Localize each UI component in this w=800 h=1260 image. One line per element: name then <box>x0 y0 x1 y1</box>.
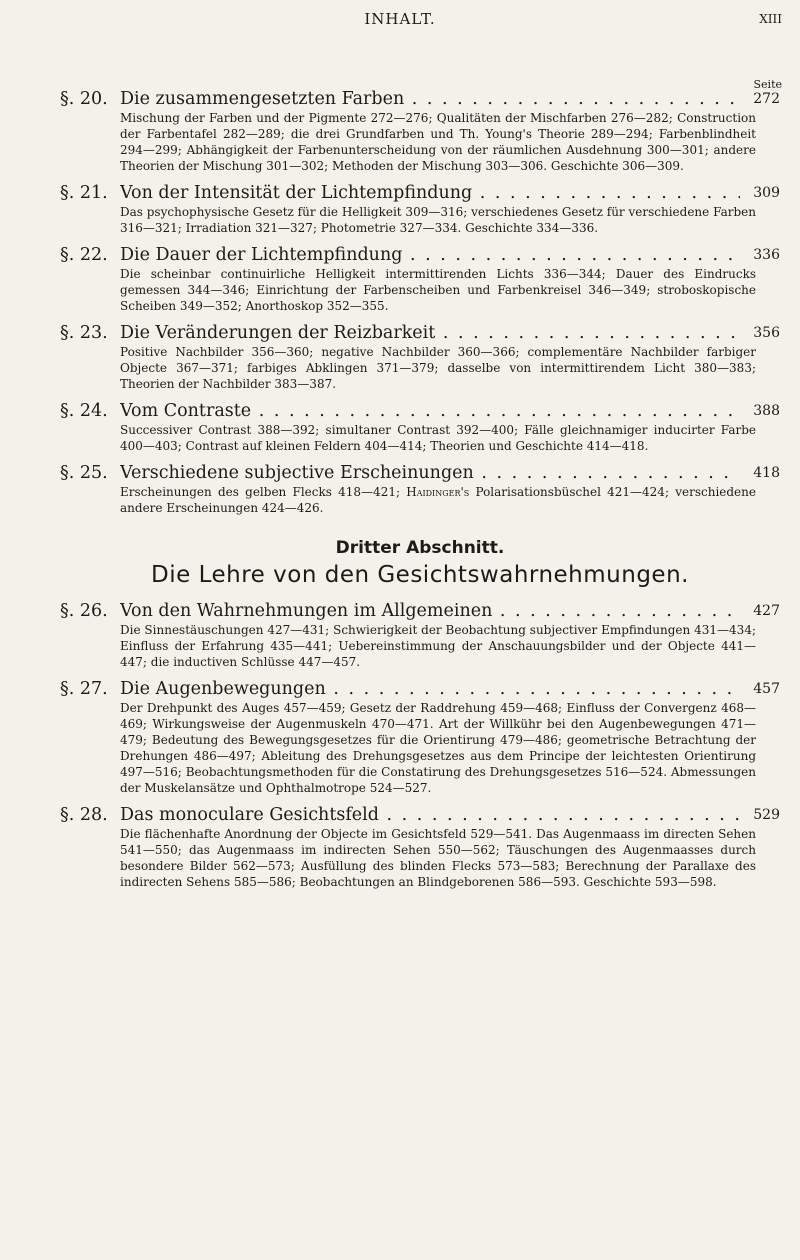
toc-entry-28 <box>60 804 780 890</box>
section-summary: Positive Nachbilder 356—360; negative Nachbilder 360—366; complementäre Nachbilder farbiger Objecte 367—371; farbiges Abklingen 371—379; dasselbe von intermittirendem Licht 380—383; Theorien der Nachbilder 383—387. <box>120 345 756 391</box>
toc-entry-24 <box>60 400 780 454</box>
section-number: §. 26. <box>60 601 108 621</box>
section-title: Die zusammengesetzten Farben . . . <box>120 88 740 110</box>
section-page: 427 <box>753 603 780 619</box>
seite-column-label: Seite <box>753 78 782 91</box>
section-title: Von den Wahrnehmungen im Allgemeinen . . . <box>120 600 740 622</box>
section-summary: Das psychophysische Gesetz für die Helligkeit 309—316; verschiedenes Gesetz für verschiedene Farben 316—321; Irradiation 321—327; Photometrie 327—334. Geschichte 334—336. <box>120 205 756 235</box>
toc-entry-heading <box>60 88 780 110</box>
toc-entry-20 <box>60 88 780 174</box>
running-title: INHALT. <box>364 10 436 28</box>
section-title: Die Augenbewegungen . . . <box>120 678 740 700</box>
section-number: §. 28. <box>60 805 108 825</box>
section-title: Das monoculare Gesichtsfeld . . . <box>120 804 740 826</box>
section-page: 529 <box>753 807 780 823</box>
section-title: Die Veränderungen der Reizbarkeit . . . <box>120 322 740 344</box>
page-number: XIII <box>759 12 782 26</box>
toc-entry-23 <box>60 322 780 392</box>
section-number: §. 27. <box>60 679 108 699</box>
toc-entry-heading <box>60 322 780 344</box>
section-summary: Der Drehpunkt des Auges 457—459; Gesetz der Raddrehung 459—468; Einfluss der Convergenz 468—469; Wirkungsweise der Augenmuskeln 470—471. Art der Willkühr bei den Augenbewegungen 471—479; Bedeutung des Bewegungsgesetzes für die Orientirung 479—486; geometrische Betrachtung der Drehungen 486—497; Ableitung des Drehungsgesetzes aus dem Principe der leichtesten Orientirung 497—516; Beobachtungsmethoden für die Constatirung des Drehungsgesetzes 516—524. Abmessungen der Muskelansätze und Ophthalmotrope 524—527. <box>120 701 756 795</box>
toc-entry-heading <box>60 400 780 422</box>
section-number: §. 20. <box>60 89 108 109</box>
author-name: Haidinger's <box>406 485 470 499</box>
toc-entry-heading <box>60 244 780 266</box>
part-heading: Dritter Abschnitt. <box>335 538 505 558</box>
section-summary: Successiver Contrast 388—392; simultaner Contrast 392—400; Fälle gleichnamiger inducirter Farbe 400—403; Contrast auf kleinen Feldern 404—414; Theorien und Geschichte 414—418. <box>120 423 756 453</box>
toc-entry-25 <box>60 462 780 516</box>
toc-entry-heading <box>60 804 780 826</box>
section-page: 457 <box>753 681 780 697</box>
section-number: §. 22. <box>60 245 108 265</box>
toc-entry-27 <box>60 678 780 796</box>
section-summary <box>120 484 780 516</box>
part-subheading: Die Lehre von den Gesichtswahrnehmungen. <box>151 562 689 588</box>
toc-entry-heading <box>60 182 780 204</box>
section-page: 388 <box>753 403 780 419</box>
toc-entry-21 <box>60 182 780 236</box>
running-head <box>0 6 800 30</box>
section-summary: Die scheinbar continuirliche Helligkeit intermittirenden Lichts 336—344; Dauer des Eindrucks gemessen 344—346; Einrichtung der Farbenscheiben und Farbenkreisel 346—349; stroboskopische Scheiben 349—352; Anorthoskop 352—355. <box>120 267 756 313</box>
section-title: Vom Contraste . . . <box>120 400 740 422</box>
section-number: §. 25. <box>60 463 108 483</box>
section-page: 272 <box>753 91 780 107</box>
summary-text: Erscheinungen des gelben Flecks 418—421; <box>120 485 407 499</box>
section-page: 309 <box>753 185 780 201</box>
section-number: §. 23. <box>60 323 108 343</box>
toc-entry-heading <box>60 600 780 622</box>
section-title: Die Dauer der Lichtempfindung . . . <box>120 244 740 266</box>
section-title: Von der Intensität der Lichtempfindung . . . <box>120 182 740 204</box>
section-summary: Die Sinnestäuschungen 427—431; Schwierigkeit der Beobachtung subjectiver Empfindungen 431—434; Einfluss der Erfahrung 435—441; Uebereinstimmung der Anschauungsbilder und der Objecte 441—447; die inductiven Schlüsse 447—457. <box>120 623 756 669</box>
section-summary: Die flächenhafte Anordnung der Objecte im Gesichtsfeld 529—541. Das Augenmaass im directen Sehen 541—550; das Augenmaass im indirecten Sehen 550—562; Täuschungen des Augenmaasses durch besondere Bilder 562—573; Ausfüllung des blinden Flecks 573—583; Berechnung der Parallaxe des indirecten Sehens 585—586; Beobachtungen an Blindgeborenen 586—593. Geschichte 593—598. <box>120 827 756 889</box>
section-page: 418 <box>753 465 780 481</box>
section-number: §. 24. <box>60 401 108 421</box>
toc-entry-26 <box>60 600 780 670</box>
toc-entry-heading <box>60 678 780 700</box>
section-summary: Mischung der Farben und der Pigmente 272—276; Qualitäten der Mischfarben 276—282; Construction der Farbentafel 282—289; die drei Grundfarben und Th. Young's Theorie 289—294; Farbenblindheit 294—299; Abhängigkeit der Farbenunterscheidung von der räumlichen Ausdehnung 300—301; andere Theorien der Mischung 301—302; Methoden der Mischung 303—306. Geschichte 306—309. <box>120 111 756 173</box>
section-title: Verschiedene subjective Erscheinungen . . . <box>120 462 740 484</box>
toc-entry-22 <box>60 244 780 314</box>
table-of-contents <box>60 88 780 898</box>
section-page: 336 <box>753 247 780 263</box>
section-page: 356 <box>753 325 780 341</box>
section-number: §. 21. <box>60 183 108 203</box>
summary-text: Polarisationsbüschel 421—424; verschiedene andere Erscheinungen 424—426. <box>120 485 756 515</box>
toc-entry-heading <box>60 462 780 484</box>
